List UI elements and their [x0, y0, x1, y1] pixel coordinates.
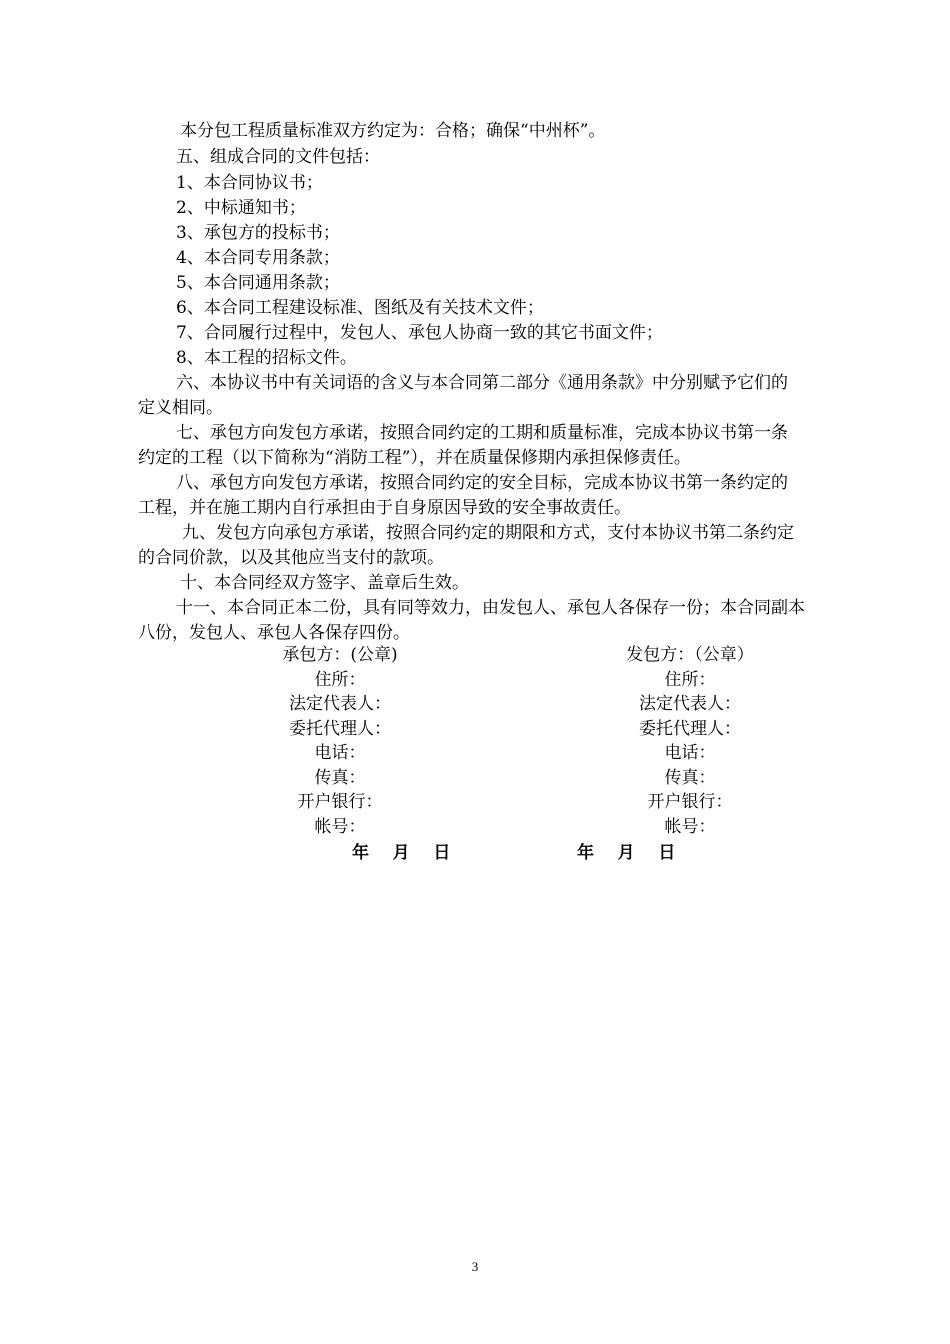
employer-seal-label: 发包方：（公章）	[626, 645, 754, 665]
contractor-agent-label: 委托代理人：	[289, 719, 391, 739]
section-11-line-1: 十一、本合同正本二份，具有同等效力，由发包人、承包人各保存一份；本合同副本	[176, 598, 805, 618]
doc-item-3: 3、承包方的投标书；	[176, 223, 340, 243]
contractor-date: 年 月 日	[352, 843, 451, 863]
employer-agent-label: 委托代理人：	[639, 719, 741, 739]
contractor-account-label: 帐号：	[314, 817, 366, 837]
employer-address-label: 住所：	[664, 670, 716, 690]
section-6-line-1: 六、本协议书中有关词语的含义与本合同第二部分《通用条款》中分别赋予它们的	[176, 373, 788, 393]
employer-date: 年 月 日	[577, 843, 676, 863]
doc-item-5: 5、本合同通用条款；	[176, 273, 340, 293]
section-11-line-2: 八份，发包人、承包人各保存四份。	[138, 623, 410, 643]
employer-bank-label: 开户银行：	[647, 792, 733, 812]
doc-item-6: 6、本合同工程建设标准、图纸及有关技术文件；	[176, 298, 544, 318]
section-7-line-1: 七、承包方向发包方承诺，按照合同约定的工期和质量标准，完成本协议书第一条	[176, 423, 788, 443]
employer-fax-label: 传真：	[664, 768, 716, 788]
doc-item-7: 7、合同履行过程中，发包人、承包人协商一致的其它书面文件；	[176, 323, 663, 343]
section-6-line-2: 定义相同。	[138, 398, 223, 418]
section-9-line-1: 九、发包方向承包方承诺，按照合同约定的期限和方式，支付本协议书第二条约定	[182, 523, 794, 543]
quality-standard-text: 本分包工程质量标准双方约定为：合格；确保“中州杯”。	[180, 121, 606, 141]
contractor-fax-label: 传真：	[314, 768, 366, 788]
section-8-line-1: 八、承包方向发包方承诺，按照合同约定的安全目标，完成本协议书第一条约定的	[176, 473, 788, 493]
section-8-line-2: 工程，并在施工期内自行承担由于自身原因导致的安全事故责任。	[138, 498, 631, 518]
doc-item-2: 2、中标通知书；	[176, 198, 306, 218]
contractor-seal-label: 承包方：(公章)	[282, 645, 398, 665]
contractor-bank-label: 开户银行：	[297, 792, 383, 812]
section-9-line-2: 的合同价款，以及其他应当支付的款项。	[138, 548, 444, 568]
employer-account-label: 帐号：	[664, 817, 716, 837]
doc-item-1: 1、本合同协议书；	[176, 173, 323, 193]
section-7-line-2: 约定的工程（以下简称为“消防工程”），并在质量保修期内承担保修责任。	[138, 448, 691, 468]
section-5-title: 五、组成合同的文件包括：	[176, 147, 380, 167]
doc-item-8: 8、本工程的招标文件。	[176, 348, 357, 368]
employer-phone-label: 电话：	[664, 743, 716, 763]
doc-item-4: 4、本合同专用条款；	[176, 248, 340, 268]
contractor-legal-rep-label: 法定代表人：	[289, 694, 391, 714]
contractor-address-label: 住所：	[314, 670, 366, 690]
employer-legal-rep-label: 法定代表人：	[639, 694, 741, 714]
section-10-text: 十、本合同经双方签字、盖章后生效。	[180, 573, 469, 593]
contractor-phone-label: 电话：	[314, 743, 366, 763]
page-number: 3	[471, 1259, 479, 1274]
